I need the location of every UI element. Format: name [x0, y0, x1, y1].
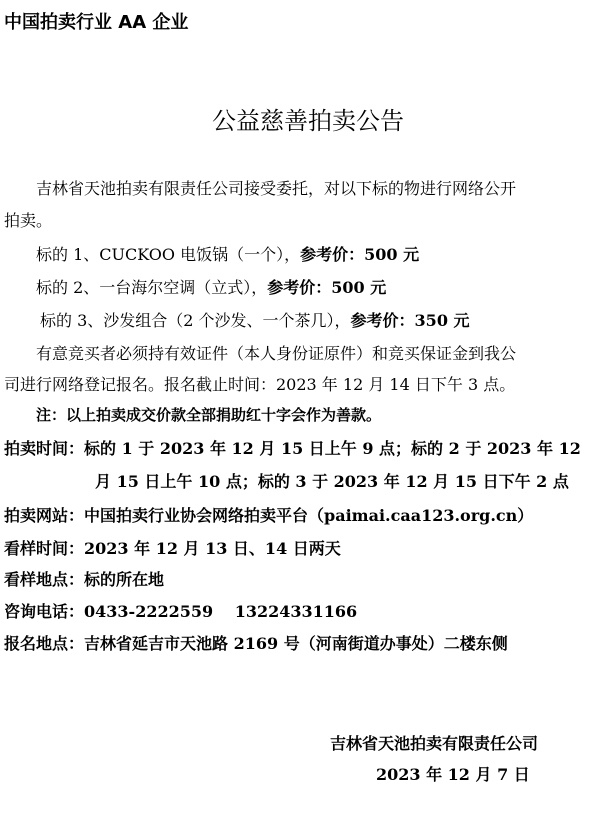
website-label: 拍卖网站： — [4, 506, 85, 525]
registration-place-label: 报名地点： — [4, 634, 85, 653]
website-value: 中国拍卖行业协会网络拍卖平台（paimai.caa123.org.cn） — [84, 506, 534, 525]
signature-company: 吉林省天池拍卖有限责任公司 — [330, 734, 539, 753]
lot-2-text: 标的 2、一台海尔空调（立式）， — [36, 278, 268, 297]
auction-time-row — [4, 436, 581, 459]
document-header: 中国拍卖行业 AA 企业 — [4, 12, 189, 33]
auction-time-label: 拍卖时间： — [4, 439, 85, 458]
registration-place-row — [4, 631, 508, 654]
signature-date: 2023 年 12 月 7 日 — [376, 765, 530, 784]
lot-3 — [40, 308, 470, 331]
viewing-time-label: 看样时间： — [4, 539, 85, 558]
lot-3-price: 参考价：350 元 — [350, 311, 470, 330]
phone-label: 咨询电话： — [4, 602, 85, 621]
intro-line-1: 吉林省天池拍卖有限责任公司接受委托，对以下标的物进行网络公开 — [36, 179, 517, 198]
page-title: 公益慈善拍卖公告 — [212, 107, 404, 135]
viewing-place-label: 看样地点： — [4, 570, 85, 589]
lot-2-price: 参考价：500 元 — [267, 278, 387, 297]
lot-1 — [36, 242, 419, 265]
viewing-place-value: 标的所在地 — [84, 570, 165, 589]
viewing-time-value: 2023 年 12 月 13 日、14 日两天 — [84, 539, 341, 558]
registration-place-value: 吉林省延吉市天池路 2169 号（河南街道办事处）二楼东侧 — [84, 634, 508, 653]
intro-line-2: 拍卖。 — [4, 211, 53, 230]
lot-1-price: 参考价：500 元 — [300, 245, 420, 264]
phone-value: 0433-2222559 13224331166 — [84, 602, 358, 621]
viewing-place-row — [4, 567, 164, 590]
donation-note: 注：以上拍卖成交价款全部捐助红十字会作为善款。 — [36, 406, 382, 424]
registration-line-1: 有意竞买者必须持有效证件（本人身份证原件）和竞买保证金到我公 — [36, 344, 517, 363]
lot-2 — [36, 275, 386, 298]
lot-1-text: 标的 1、CUCKOO 电饭锅（一个）， — [36, 245, 301, 264]
viewing-time-row — [4, 536, 341, 559]
website-row — [4, 503, 533, 526]
lot-3-text: 标的 3、沙发组合（2 个沙发、一个茶几）， — [40, 311, 351, 330]
phone-row — [4, 599, 357, 622]
auction-time-value-1: 标的 1 于 2023 年 12 月 15 日上午 9 点；标的 2 于 2023 年 12 — [84, 439, 581, 458]
registration-line-2: 司进行网络登记报名。报名截止时间：2023 年 12 月 14 日下午 3 点。 — [4, 375, 516, 394]
auction-time-value-2: 月 15 日上午 10 点；标的 3 于 2023 年 12 月 15 日下午 2 点 — [95, 472, 569, 491]
